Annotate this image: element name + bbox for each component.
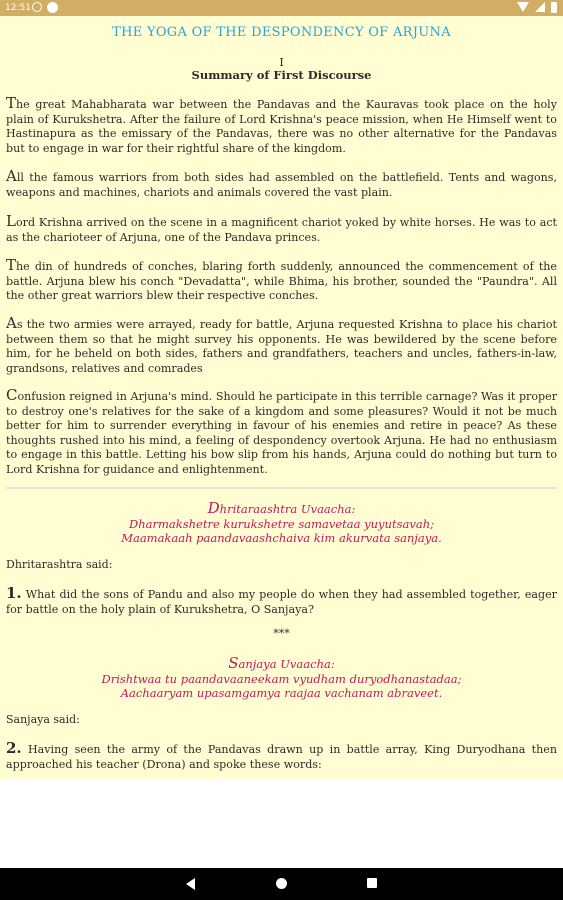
- status-time: 12:51: [5, 3, 31, 13]
- back-icon[interactable]: [186, 878, 195, 890]
- notification-icon: [32, 2, 42, 12]
- wifi-icon: [517, 2, 529, 12]
- section-divider: [6, 487, 557, 489]
- translation-1-text: What did the sons of Pandu and also my people do when they had assembled together, eager for battle on the holy plain of Kurukshetra, O Sanjaya?: [6, 588, 557, 616]
- summary-paragraph-4: The din of hundreds of conches, blaring forth suddenly, announced the commencement of the battle. Arjuna blew his conch "Devadatta", while Bhima, his brother, sounded the "Paundra". All the other great warriors blew their respective conches.: [6, 256, 557, 303]
- translation-2: [6, 741, 557, 772]
- app-notification-icon: [47, 2, 58, 13]
- summary-paragraph-5: As the two armies were arrayed, ready for battle, Arjuna requested Krishna to place his chariot between them so that he might survey his opponents. He was bewildered by the scene before him, for he beheld on both sides, fathers and grandfathers, teachers and uncles, fathers-in-law, grandsons, relatives and comrades: [6, 314, 557, 375]
- verse-1-heading: Dhritaraashtra Uvaacha:: [207, 499, 356, 517]
- chapter-numeral: I: [279, 56, 284, 69]
- speaker-1: Dhritarashtra said:: [6, 558, 113, 571]
- translation-2-number: 2.: [6, 739, 22, 757]
- verse-2: [0, 656, 563, 701]
- navigation-bar: [0, 868, 563, 900]
- speaker-2: Sanjaya said:: [6, 713, 80, 726]
- verse-1-line-1: Dharmakshetre kurukshetre samavetaa yuyutsavah;: [129, 516, 434, 531]
- summary-paragraph-3: Lord Krishna arrived on the scene in a magnificent chariot yoked by white horses. He was to act as the charioteer of Arjuna, one of the Pandava princes.: [6, 212, 557, 244]
- chapter-title: THE YOGA OF THE DESPONDENCY OF ARJUNA: [112, 25, 451, 40]
- reading-content[interactable]: [0, 16, 563, 780]
- verse-1: [0, 501, 563, 546]
- summary-heading: Summary of First Discourse: [191, 68, 372, 82]
- battery-icon: [551, 2, 557, 13]
- signal-icon: [535, 2, 545, 12]
- verse-2-line-2: Aachaaryam upasamgamya raajaa vachanam abraveet.: [120, 686, 443, 700]
- status-bar: [0, 0, 563, 16]
- summary-paragraph-6: Confusion reigned in Arjuna's mind. Should he participate in this terrible carnage? Was it proper to destroy one's relatives for the sake of a kingdom and some pleasures? Would it not be much better for him to surrender everything in favour of his enemies and retire in peace? As these thoughts rushed into his mind, a feeling of despondency overtook Arjuna. He had no enthusiasm to engage in this battle. Letting his bow slip from his hands, Arjuna could do nothing but turn to Lord Krishna for guidance and enlightenment.: [6, 386, 557, 476]
- summary-paragraph-1: The great Mahabharata war between the Pandavas and the Kauravas took place on the holy plain of Kurukshetra. After the failure of Lord Krishna's peace mission, when He Himself went to Hastinapura as the emissary of the Pandavas, there was no other alternative for the Pandavas but to engage in war for their rightful share of the kingdom.: [6, 94, 557, 155]
- translation-1: [6, 586, 557, 617]
- verse-1-line-2: Maamakaah paandavaashchaiva kim akurvata sanjaya.: [121, 531, 442, 545]
- translation-1-number: 1.: [6, 584, 22, 602]
- home-icon[interactable]: [276, 878, 287, 889]
- verse-separator: ***: [273, 627, 290, 640]
- verse-2-line-1: Drishtwaa tu paandavaaneekam vyudham duryodhanastadaa;: [101, 671, 462, 686]
- recents-icon[interactable]: [367, 878, 377, 888]
- summary-paragraph-2: All the famous warriors from both sides had assembled on the battlefield. Tents and wagons, weapons and machines, chariots and animals covered the vast plain.: [6, 167, 557, 199]
- translation-2-text: Having seen the army of the Pandavas drawn up in battle array, King Duryodhana then approached his teacher (Drona) and spoke these words:: [6, 743, 557, 771]
- status-icons: [517, 2, 557, 13]
- verse-2-heading: Sanjaya Uvaacha:: [228, 654, 335, 672]
